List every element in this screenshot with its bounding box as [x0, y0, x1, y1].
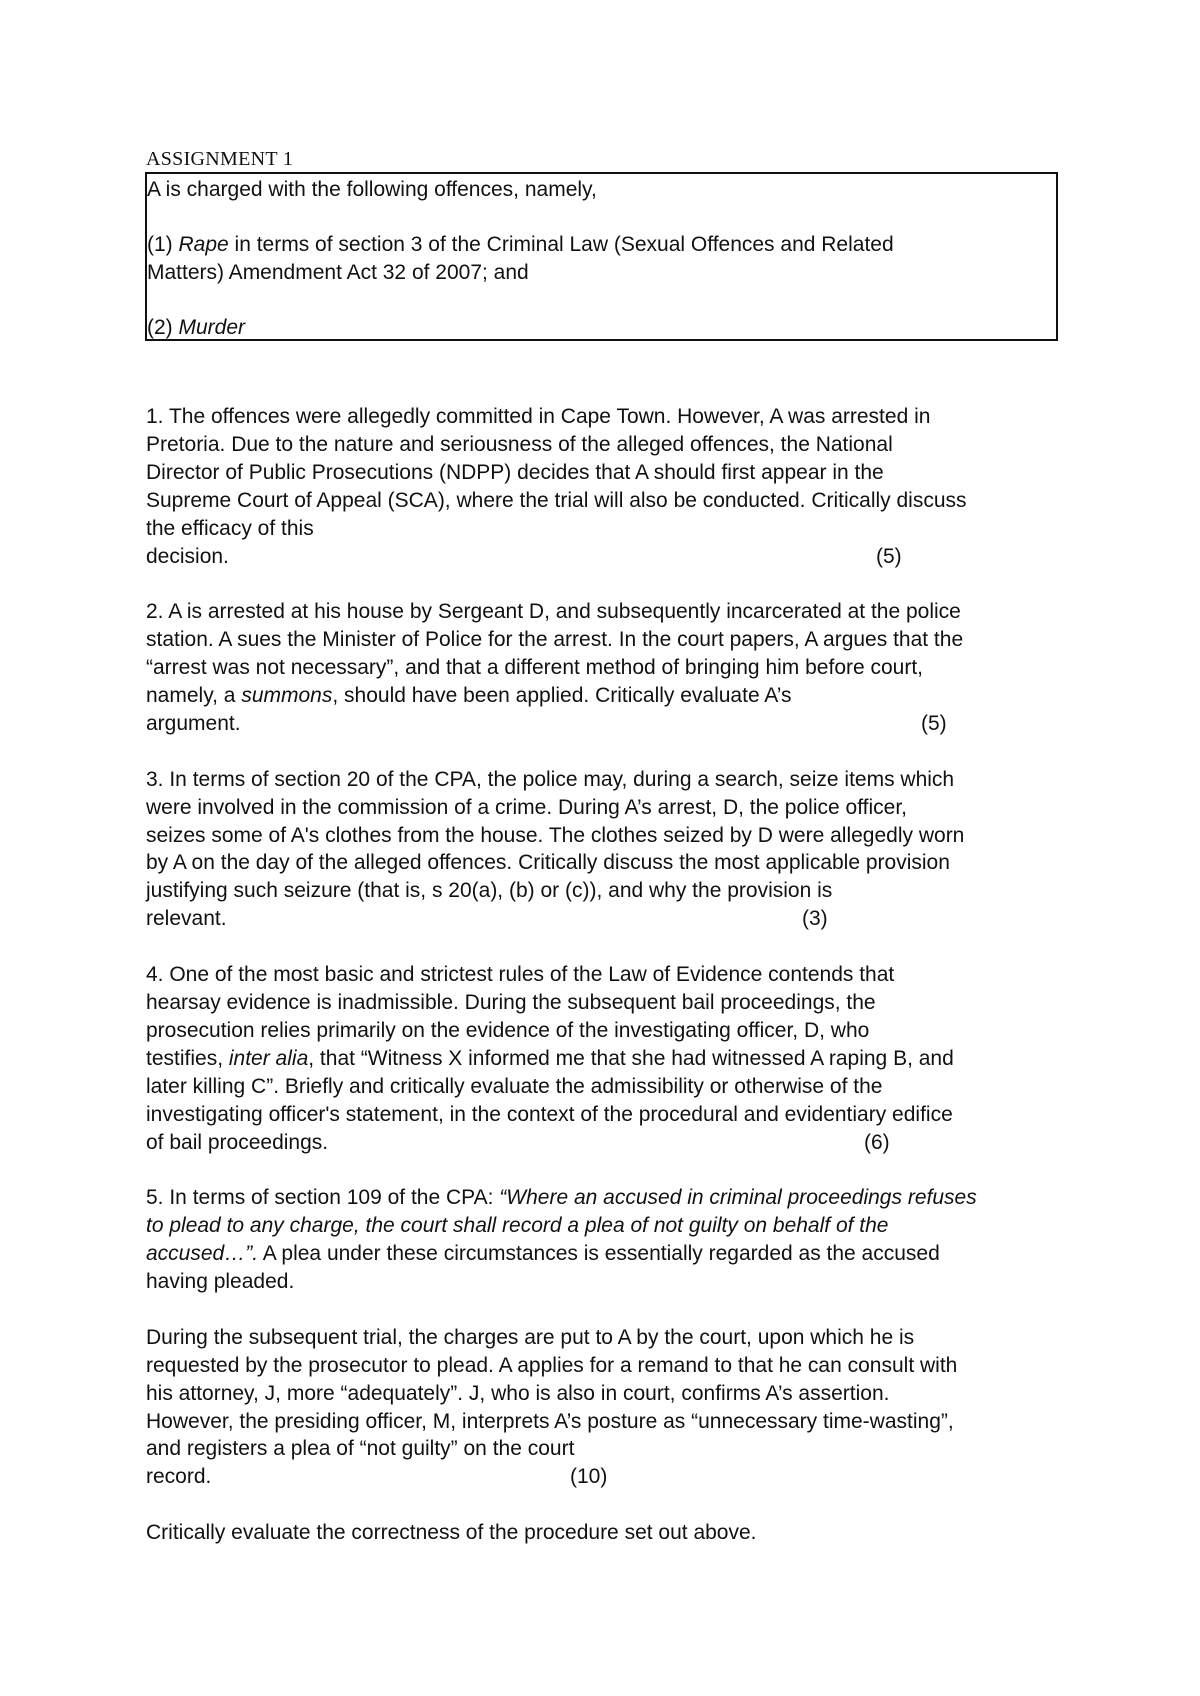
question-4: 4. One of the most basic and strictest rules of the Law of Evidence contends that hearsay evidence is inadmissible. During the subsequent bail proceedings, the prosecution relies primarily on the evidence of the investigating officer, D, who testifies, inter alia, that “Witness X informed me that she had witnessed A raping B, and later killing C”. Briefly and critically evaluate the admissibility or otherwise of the investigating officer's statement, in the context of the procedural and evidentiary edifice of bail proceedings. (6) [146, 961, 1076, 1156]
charge-2: (2) Murder [147, 316, 246, 339]
question-3: 3. In terms of section 20 of the CPA, the police may, during a search, seize items which were involved in the commission of a crime. During A’s arrest, D, the police officer, seizes some of A's clothes from the house. The clothes seized by D were allegedly worn by A on the day of the alleged offences. Critically discuss the most applicable provision justifying such seizure (that is, s 20(a), (b) or (c)), and why the provision is relevant. (3) [146, 766, 1076, 933]
questions [146, 403, 1076, 1547]
question-5-marks: (10) [570, 1465, 608, 1489]
question-5: 5. In terms of section 109 of the CPA: “Where an accused in criminal proceedings refuses to plead to any charge, the court shall record a plea of not guilty on behalf of the accused…”. A plea under these circumstances is essentially regarded as the accused having pleaded. [146, 1186, 977, 1294]
question-1: 1. The offences were allegedly committed in Cape Town. However, A was arrested in Pretoria. Due to the nature and seriousness of the alleged offences, the National Director of Public Prosecutions (NDPP) decides that A should first appear in the Supreme Court of Appeal (SCA), where the trial will also be conducted. Critically discuss the efficacy of this decision. (5) [146, 403, 1076, 570]
charge-2-offence: Murder [178, 316, 246, 339]
charges-box [145, 172, 1058, 341]
question-2-marks: (5) [921, 711, 947, 735]
charge-1: (1) Rape in terms of section 3 of the Criminal Law (Sexual Offences and Related [147, 233, 894, 256]
question-5-instruction: Critically evaluate the correctness of the procedure set out above. [146, 1521, 757, 1545]
charge-1-cont: Matters) Amendment Act 32 of 2007; and [147, 261, 529, 284]
question-3-marks: (3) [802, 907, 828, 931]
question-1-marks: (5) [876, 544, 902, 568]
question-4-marks: (6) [864, 1130, 890, 1154]
question-5-scenario: During the subsequent trial, the charges are put to A by the court, upon which he is requested by the prosecutor to plead. A applies for a remand to that he can consult with his attorney, J, more “adequately”. J, who is also in court, confirms A’s assertion. However, the presiding officer, M, interprets A’s posture as “unnecessary time-wasting”, and registers a plea of “not guilty” on the court record. (10) [146, 1324, 1076, 1491]
charge-1-offence: Rape [178, 233, 229, 256]
assignment-title: ASSIGNMENT 1 [146, 148, 294, 170]
charges-intro: A is charged with the following offences, namely, [147, 178, 597, 201]
question-2: 2. A is arrested at his house by Sergeant D, and subsequently incarcerated at the police station. A sues the Minister of Police for the arrest. In the court papers, A argues that the “arrest was not necessary”, and that a different method of bringing him before court, namely, a summons, should have been applied. Critically evaluate A’s argument. (5) [146, 598, 1076, 738]
